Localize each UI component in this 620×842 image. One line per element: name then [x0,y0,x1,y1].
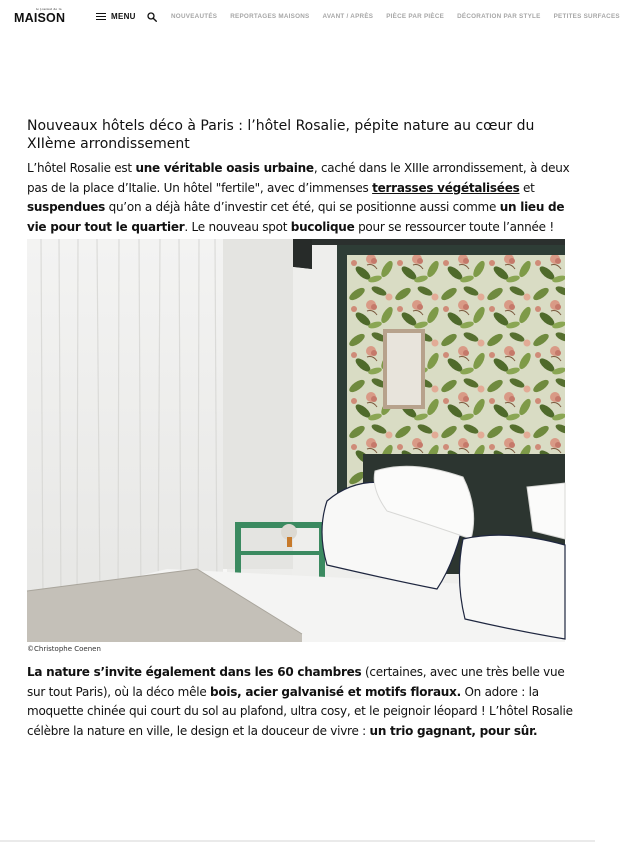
intro-highlight: un lieu de vie pour tout le quartier [27,200,565,234]
site-logo[interactable] [14,7,74,29]
link-terrasses-vegetalisees[interactable]: terrasses végétalisées [372,180,520,195]
body-highlight: La nature s’invite également dans les 60 chambres [27,665,362,679]
article-title: Nouveaux hôtels déco à Paris : l’hôtel Rosalie, pépite nature au cœur du XIIème arrondissement [27,118,535,152]
search-icon[interactable] [147,12,157,22]
nav-item-reportages[interactable]: REPORTAGES MAISONS [230,13,310,20]
menu-label: MENU [111,12,136,21]
intro-text: qu’on a déjà hâte d’investir cet été, qui se positionne aussi comme [105,200,500,214]
nav-item-nouveautes[interactable]: NOUVEAUTÉS [171,13,218,20]
photo-credit: ©Christophe Coenen [27,645,101,653]
site-header [0,0,620,36]
intro-highlight: bucolique [290,219,355,234]
intro-text: pour se ressourcer toute l’année ! [354,219,554,234]
hamburger-icon [96,13,106,21]
intro-text: L’hôtel Rosalie est [27,161,136,175]
nav-item-petites-surfaces[interactable]: PETITES SURFACES [553,13,620,20]
body-text: On adore : la moquette chinée qui court du sol au plafond, ultra cosy, et le peignoir léopard ! L’hôtel Rosalie célèbre la nature en ville, le design et la douceur de vivre : [27,684,573,738]
hotel-room-illustration [27,239,565,642]
logo-tagline: le journal de la [36,7,62,11]
article-body [27,663,582,741]
logo-wordmark: MAISON [14,11,66,25]
article-photo [27,239,565,642]
nav-item-decoration-style[interactable]: DÉCORATION PAR STYLE [457,13,541,20]
body-highlight: bois, acier galvanisé et motifs floraux. [210,684,461,699]
article-intro [27,159,582,237]
body-highlight: un trio gagnant, pour sûr. [369,723,538,738]
intro-text: . Le nouveau spot [184,219,291,234]
menu-button[interactable] [96,12,136,21]
article [27,117,582,237]
nav-item-avant-apres[interactable]: AVANT / APRÈS [322,13,374,20]
intro-highlight: une véritable oasis urbaine [135,161,314,175]
intro-text: , caché dans le XIIIe arrondissement, à deux pas de la place d’Italie. Un hôtel "fertile", avec d’immenses [27,161,570,195]
main-nav [171,13,620,20]
intro-highlight: suspendues [27,200,106,214]
nav-item-piece-par-piece[interactable]: PIÈCE PAR PIÈCE [386,13,445,20]
intro-text: et [519,180,535,195]
body-text: (certaines, avec une très belle vue sur tout Paris), où la déco mêle [27,665,565,699]
